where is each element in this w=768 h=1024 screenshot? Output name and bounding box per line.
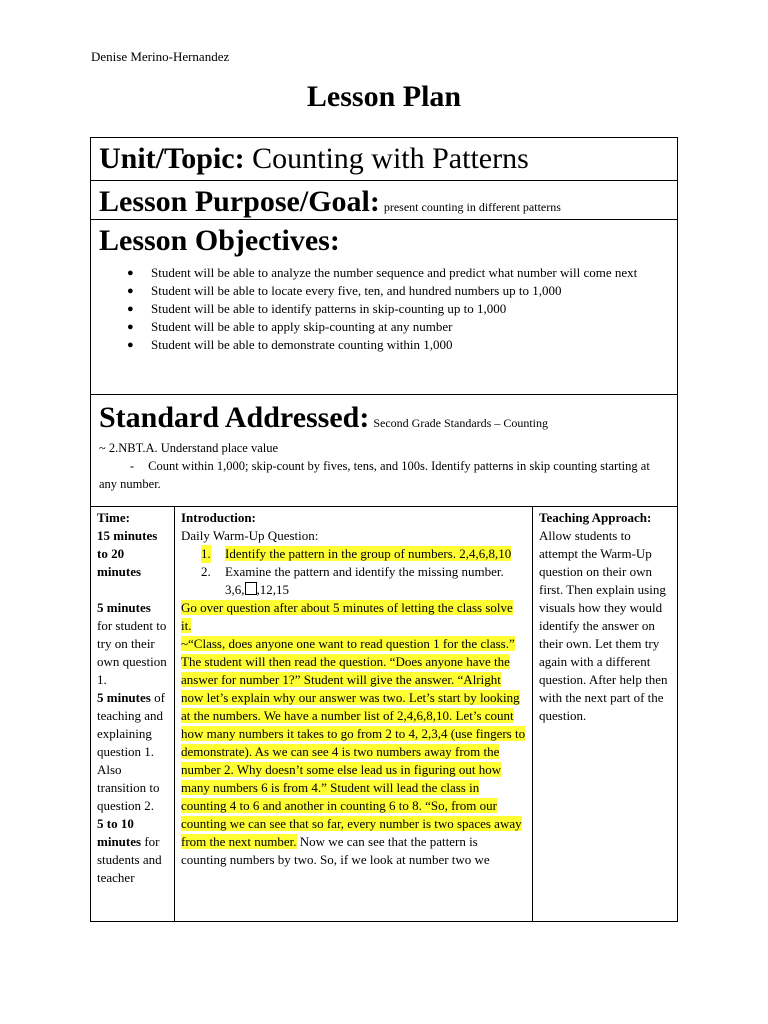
standard-line-2: Count within 1,000; skip-count by fives, tens, and 100s. Identify patterns in skip counting starting at any number.: [99, 459, 650, 491]
objective-item: ● Student will be able to locate every five, ten, and hundred numbers up to 1,000: [127, 283, 562, 298]
objective-item: ● Student will be able to demonstrate counting within 1,000: [127, 337, 453, 352]
time-column: [91, 507, 175, 921]
purpose-label: Lesson Purpose/Goal:: [99, 185, 380, 218]
intro-paragraph-2: ~“Class, does anyone one want to read question 1 for the class.” The student will then read the question. “Does anyone have the answer for number 1?” Student will give the answer. “Alright now let’s explain why our answer was two. Let’s start by looking at the numbers. We have a number list of 2,4,6,8,10. Let’s count how many numbers it takes to go from 2 to 4, 2,3,4 (use fingers to demonstrate). As we can see 4 is two numbers away from the number 2. Why doesn’t some else lead us in figuring out how many numbers 6 is from 4.” Student will lead the class in counting 4 to 6 and another in counting 6 to 8. “So, from our counting we can see that so far, every number is two spaces away from the next number. Now we can see that the pattern is counting numbers by two. So, if we look at number two we: [181, 636, 526, 867]
teaching-heading: Teaching Approach:: [539, 510, 652, 525]
time-heading: Time:: [97, 510, 130, 525]
warmup-question-2: 2. Examine the pattern and identify the missing number. 3,6, ,12,15: [201, 564, 504, 597]
purpose-row: [91, 181, 677, 220]
intro-paragraph-1: Go over question after about 5 minutes of letting the class solve it.: [181, 600, 513, 633]
bullet-icon: ●: [127, 321, 134, 333]
segment-3-duration: 5 to 10 minutes: [97, 816, 142, 849]
bullet-icon: ●: [127, 285, 134, 297]
objectives-label: Lesson Objectives:: [99, 224, 340, 257]
dash-marker: -: [129, 459, 135, 473]
bullet-icon: ●: [127, 303, 134, 315]
author-name: Denise Merino-Hernandez: [91, 49, 230, 64]
objective-item: ● Student will be able to identify patterns in skip-counting up to 1,000: [127, 301, 507, 316]
page-title: Lesson Plan: [306, 80, 462, 113]
warmup-question-1: 1. Identify the pattern in the group of numbers. 2,4,6,8,10: [201, 546, 512, 561]
standard-row: [91, 395, 677, 507]
purpose-value: present counting in different patterns: [383, 200, 561, 214]
warmup-label: Daily Warm-Up Question:: [181, 528, 319, 543]
segment-2-duration: 5 minutes: [97, 690, 151, 705]
intro-heading: Introduction:: [181, 510, 256, 525]
objective-item: ● Student will be able to analyze the number sequence and predict what number will come next: [127, 265, 638, 280]
objectives-row: [91, 220, 677, 395]
standard-label: Standard Addressed:: [99, 401, 370, 434]
segment-1-text: for student to try on their own question 1.: [97, 618, 167, 687]
segment-2-text: of teaching and explaining question 1. Also transition to question 2.: [97, 690, 165, 813]
standard-value: Second Grade Standards – Counting: [373, 416, 548, 430]
segment-1-duration: 5 minutes: [97, 600, 151, 615]
standard-line-1: ~ 2.NBT.A. Understand place value: [99, 441, 279, 455]
unit-label: Unit/Topic:: [99, 142, 245, 175]
objectives-list: [99, 264, 669, 354]
bullet-icon: ●: [127, 339, 134, 351]
warmup-questions: [181, 545, 526, 599]
time-total: 15 minutes to 20 minutes: [97, 528, 158, 579]
lesson-detail-row: [91, 507, 677, 921]
unit-value: Counting with Patterns: [252, 142, 529, 175]
bullet-icon: ●: [127, 267, 134, 279]
segment-3-text: for students and teacher: [97, 834, 162, 885]
blank-box-icon: [245, 582, 257, 595]
unit-row: [91, 138, 677, 181]
teaching-text: Allow students to attempt the Warm-Up question on their own first. Then explain using visuals how they would identify the answer on their own. Let them try again with a different question. After help then with the next part of the question.: [539, 528, 668, 723]
objective-item: ● Student will be able to apply skip-counting at any number: [127, 319, 453, 334]
teaching-approach-column: [533, 507, 677, 921]
lesson-plan-table: [90, 137, 678, 922]
introduction-column: [175, 507, 533, 921]
